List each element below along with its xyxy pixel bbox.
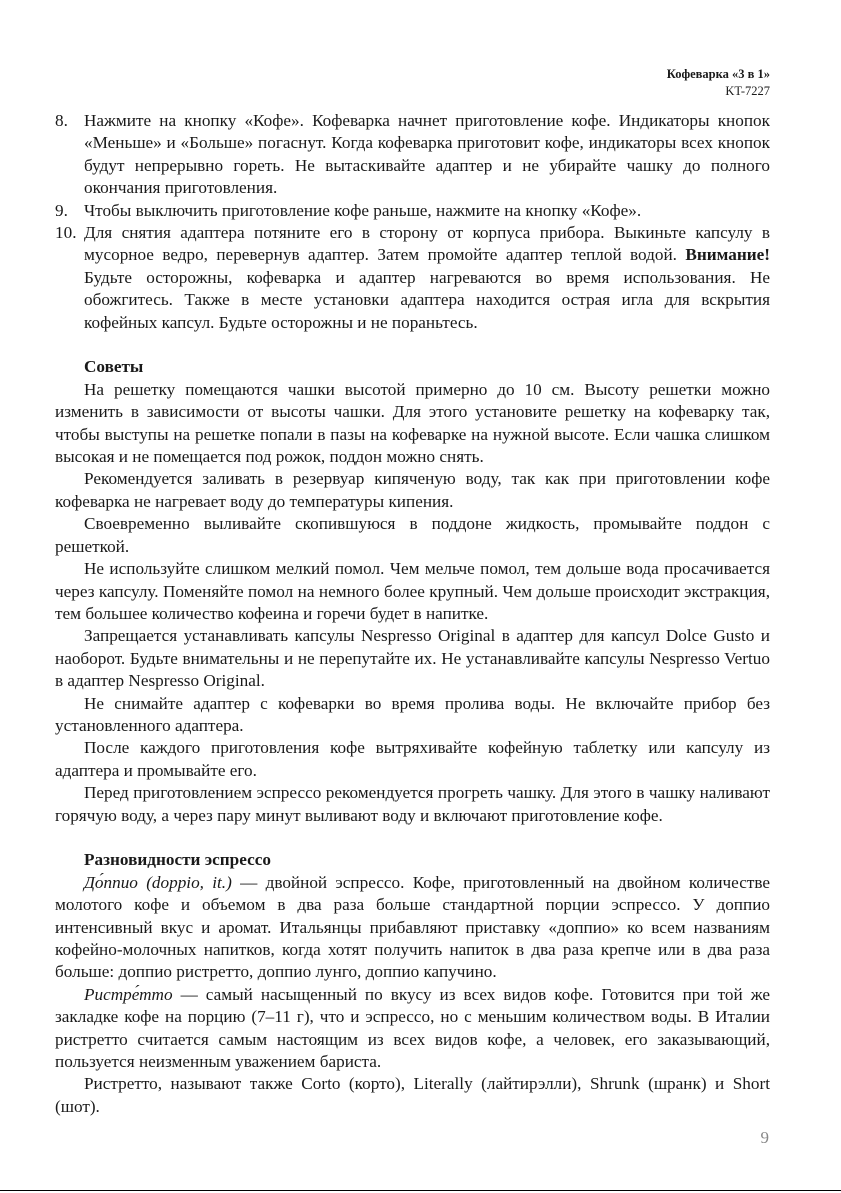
step-item [55, 110, 770, 200]
step-number: 10. [55, 223, 77, 243]
step-text: Для снятия адаптера потяните его в сторону от корпуса прибора. Выкиньте капсулу в мусорное ведро, перевернув адаптер. Затем промойте адаптер теплой водой. [84, 223, 770, 265]
model-number: KT-7227 [725, 84, 770, 98]
tip-paragraph: Запрещается устанавливать капсулы Nespresso Original в адаптер для капсул Dolce Gusto и наоборот. Будьте внимательны и не перепутайте их. Не устанавливайте капсулы Nespresso Vertuo в адаптер Nespresso Original. [55, 626, 770, 691]
ristretto-text: — самый насыщенный по вкусу из всех видов кофе. Готовится при той же закладке кофе на порцию (7–11 г), что и эспрессо, но с меньшим количеством воды. В Италии ристретто считается самым настоящим из всех видов кофе, а человек, его заказывающий, пользуется неизменным уважением бариста. [55, 984, 770, 1072]
page-header [667, 66, 770, 100]
doppio-text: — двойной эспрессо. Кофе, приготовленный на двойном количестве молотого кофе и объемом в два раза больше стандартной порции эспрессо. У доппио интенсивный вкус и аромат. Итальянцы прибавляют приставку «доппио» ко всем названиям кофейно-молочных напитков, когда хотят получить напиток в два раза крепче или в два раза больше: доппио ристретто, доппио лунго, доппио капучино. [55, 872, 771, 982]
tips-heading: Советы [84, 357, 144, 377]
step-number: 8. [55, 111, 68, 130]
doppio-paragraph [55, 872, 770, 984]
ristretto-paragraph [55, 984, 770, 1074]
ristretto-names-paragraph: Ристретто, называют также Corto (корто), Literally (лайтирэлли), Shrunk (шранк) и Short (шот). [55, 1074, 770, 1116]
step-item [55, 200, 770, 222]
step-item [55, 222, 770, 334]
bottom-rule [0, 1190, 841, 1191]
tip-paragraph: Перед приготовлением эспрессо рекомендуется прогреть чашку. Для этого в чашку наливают горячую воду, а через пару минут выливают воду и включают приготовление кофе. [55, 783, 770, 825]
warning-text: Будьте осторожны, кофеварка и адаптер нагреваются во время использования. Не обожгитесь. Также в месте установки адаптера находится острая игла для вскрытия кофейных капсул. Будьте осторожны и не пораньтесь. [84, 267, 770, 332]
doppio-term: До́ппио (doppio, it.) [84, 872, 232, 892]
ristretto-term: Ристре́тто [84, 984, 173, 1004]
step-number: 9. [55, 200, 68, 220]
tip-paragraph: На решетку помещаются чашки высотой примерно до 10 см. Высоту решетки можно изменить в зависимости от высоты чашки. Для этого установите решетку на кофеварку так, чтобы выступы на решетке попали в пазы на кофеварке на нужной высоте. Если чашка слишком высокая и не помещается под рожок, поддон можно снять. [55, 379, 770, 467]
page-content [55, 110, 770, 1118]
espresso-heading: Разновидности эспрессо [84, 850, 271, 870]
product-title: Кофеварка «3 в 1» [666, 67, 770, 81]
tip-paragraph: Рекомендуется заливать в резервуар кипяченую воду, так как при приготовлении кофе кофеварка не нагревает воду до температуры кипения. [55, 469, 770, 511]
tip-paragraph: После каждого приготовления кофе вытряхивайте кофейную таблетку или капсулу из адаптера и промывайте его. [55, 738, 770, 780]
tip-paragraph: Не снимайте адаптер с кофеварки во время пролива воды. Не включайте прибор без установленного адаптера. [55, 693, 770, 735]
step-text: Чтобы выключить приготовление кофе раньше, нажмите на кнопку «Кофе». [84, 200, 642, 220]
step-text: Нажмите на кнопку «Кофе». Кофеварка начнет приготовление кофе. Индикаторы кнопок «Меньше» и «Больше» погаснут. Когда кофеварка приготовит кофе, индикаторы всех кнопок будут непрерывно гореть. Не вытаскивайте адаптер и не убирайте чашку до полного окончания приготовления. [84, 111, 770, 198]
instruction-steps [55, 110, 770, 334]
tip-paragraph: Не используйте слишком мелкий помол. Чем мельче помол, тем дольше вода просачивается через капсулу. Поменяйте помол на немного более крупный. Чем дольше происходит экстракция, тем большее количество кофеина и горечи будет в напитке. [55, 559, 770, 623]
tip-paragraph: Своевременно выливайте скопившуюся в поддоне жидкость, промывайте поддон с решеткой. [55, 514, 770, 556]
page-number: 9 [760, 1128, 769, 1147]
warning-label: Внимание! [685, 245, 771, 265]
